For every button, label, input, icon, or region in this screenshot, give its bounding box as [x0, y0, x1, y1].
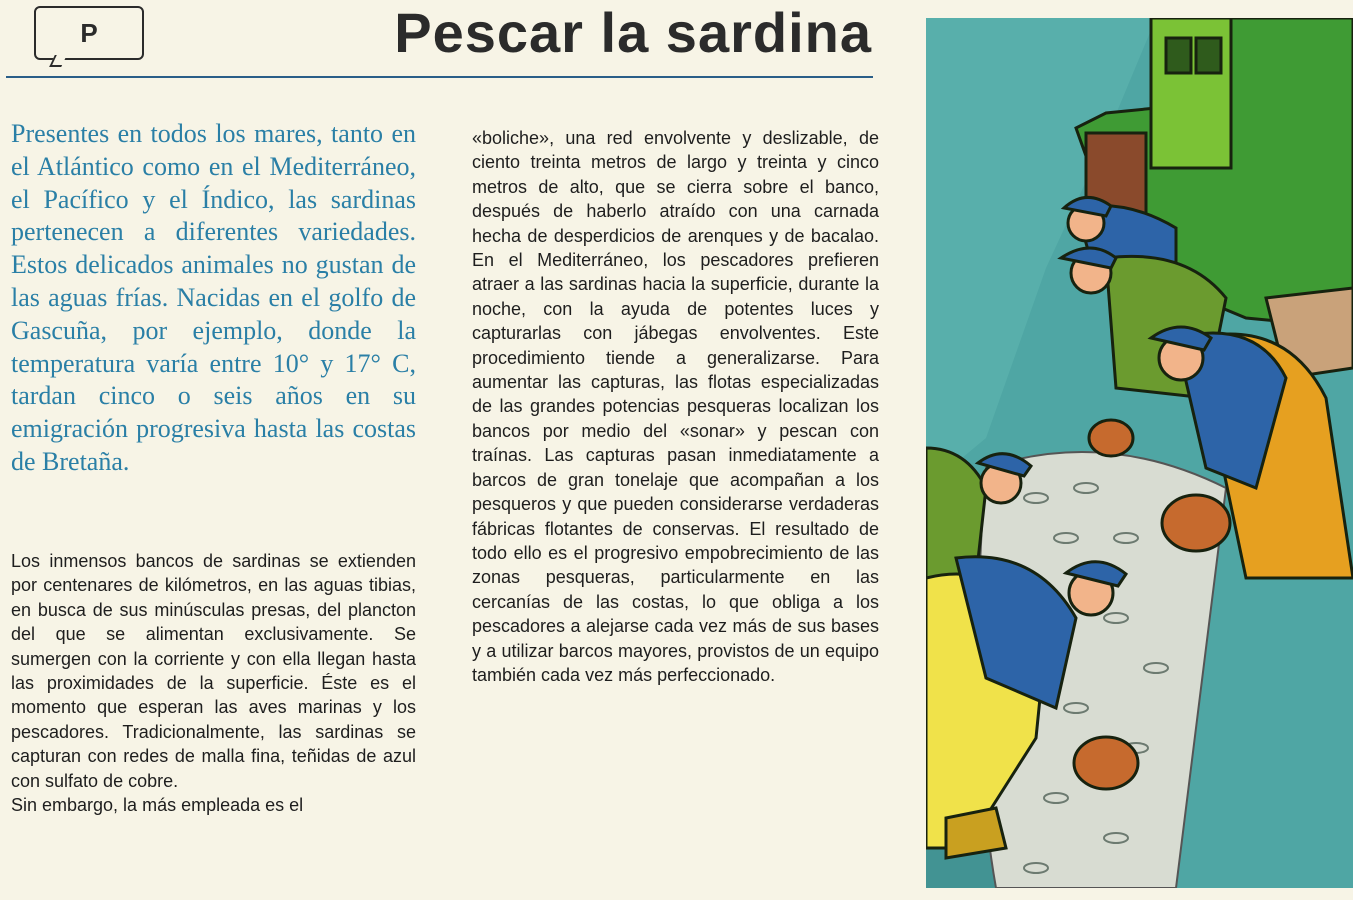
body-column-2: [472, 126, 879, 687]
page-title: Pescar la sardina: [394, 1, 872, 64]
page-tab-label: P: [34, 6, 144, 60]
fishermen-illustration: [926, 18, 1353, 888]
cabin-window: [1196, 38, 1221, 73]
title-rule: [6, 76, 873, 78]
body-paragraph: Los inmensos bancos de sardinas se extienden por centenares de kilómetros, en las aguas tibias, en busca de sus minúsculas presas, del plancton del que se alimentan exclusivamente. Se sumergen con la corriente y con ella llegan hasta las proximidades de la superficie. Éste es el momento que esperan las aves marinas y los pescadores. Tradicionalmente, las sardinas se capturan con redes de malla fina, teñidas de azul con sulfato de cobre.: [11, 551, 416, 791]
intro-paragraph: Presentes en todos los mares, tanto en el Atlántico como en el Mediterráneo, el Pacífico y el Índico, las sardinas pertenecen a diferentes variedades. Estos delicados animales no gustan de las aguas frías. Nacidas en el golfo de Gascuña, por ejemplo, donde la temperatura varía entre 10° y 17° C, tardan cinco o seis años en su emigración progresiva hasta las costas de Bretaña.: [11, 119, 416, 476]
cabin-window: [1166, 38, 1191, 73]
body-column-1: [11, 549, 416, 817]
body-paragraph: «boliche», una red envolvente y deslizable, de ciento treinta metros de largo y treinta y cinco metros de alto, que se cierra sobre el banco, después de haberlo atraído con una carnada hecha de desperdicios de arenques y de bacalao. En el Mediterráneo, los pescadores prefieren atraer a las sardinas hacia la superficie, durante la noche, con la ayuda de potentes luces y capturarlas con jábegas envolventes. Este procedimiento tiende a generalizarse. Para aumentar las capturas, las flotas especializadas de las grandes potencias pesqueras localizan los bancos por medio del «sonar» y pescan con traínas. Las capturas pasan inmediatamente a barcos de gran tonelaje que acompañan a los pesqueros y que pueden considerarse verdaderas fábricas flotantes de conservas. El resultado de todo ello es el progresivo empobrecimiento de las zonas pesqueras, particularmente en las cercanías de las costas, lo que obliga a los pescadores a alejarse cada vez más de sus bases y a utilizar barcos mayores, provistos de un equipo también cada vez más perfeccionado.: [472, 128, 879, 685]
body-paragraph: Sin embargo, la más empleada es el: [11, 795, 304, 816]
